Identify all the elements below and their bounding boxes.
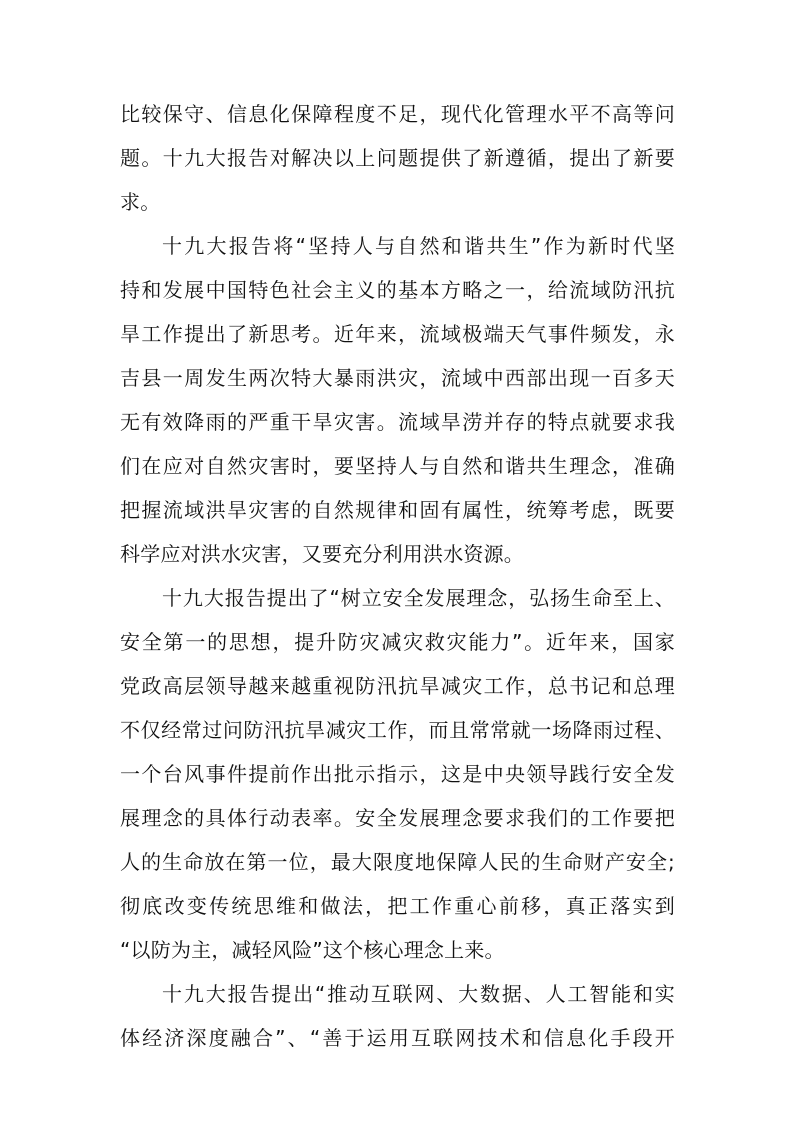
text-line: 不仅经常过问防汛抗旱减灾工作，而且常常就一场降雨过程、: [120, 718, 675, 742]
text-line: 比较保守、信息化保障程度不足，现代化管理水平不高等问: [120, 102, 675, 126]
text-line: 旱工作提出了新思考。近年来，流域极端天气事件频发，永: [120, 322, 675, 346]
text-line: 十九大报告提出了“树立安全发展理念，弘扬生命至上、: [162, 586, 675, 610]
text-line: 一个台风事件提前作出批示指示，这是中央领导践行安全发: [120, 762, 675, 786]
text-line: 体经济深度融合”、“善于运用互联网技术和信息化手段开: [120, 1026, 675, 1050]
text-line: 展理念的具体行动表率。安全发展理念要求我们的工作要把: [120, 806, 675, 830]
text-line: 持和发展中国特色社会主义的基本方略之一，给流域防汛抗: [120, 278, 675, 302]
text-line: 十九大报告将“坚持人与自然和谐共生”作为新时代坚: [162, 234, 675, 258]
text-line: 十九大报告提出“推动互联网、大数据、人工智能和实: [162, 982, 675, 1006]
text-line: 科学应对洪水灾害，又要充分利用洪水资源。: [120, 542, 524, 566]
text-line: 求。: [120, 190, 161, 214]
text-line: “以防为主，减轻风险”这个核心理念上来。: [120, 938, 505, 962]
text-line: 把握流域洪旱灾害的自然规律和固有属性，统筹考虑，既要: [120, 498, 675, 522]
text-line: 题。十九大报告对解决以上问题提供了新遵循，提出了新要: [120, 146, 675, 170]
text-line: 彻底改变传统思维和做法，把工作重心前移，真正落实到: [120, 894, 675, 918]
text-line: 安全第一的思想，提升防灾减灾救灾能力”。近年来，国家: [120, 630, 675, 654]
text-line: 人的生命放在第一位，最大限度地保障人民的生命财产安全;: [120, 850, 675, 874]
text-line: 无有效降雨的严重干旱灾害。流域旱涝并存的特点就要求我: [120, 410, 675, 434]
text-line: 党政高层领导越来越重视防汛抗旱减灾工作，总书记和总理: [120, 674, 675, 698]
text-line: 们在应对自然灾害时，要坚持人与自然和谐共生理念，准确: [120, 454, 675, 478]
text-line: 吉县一周发生两次特大暴雨洪灾，流域中西部出现一百多天: [120, 366, 675, 390]
